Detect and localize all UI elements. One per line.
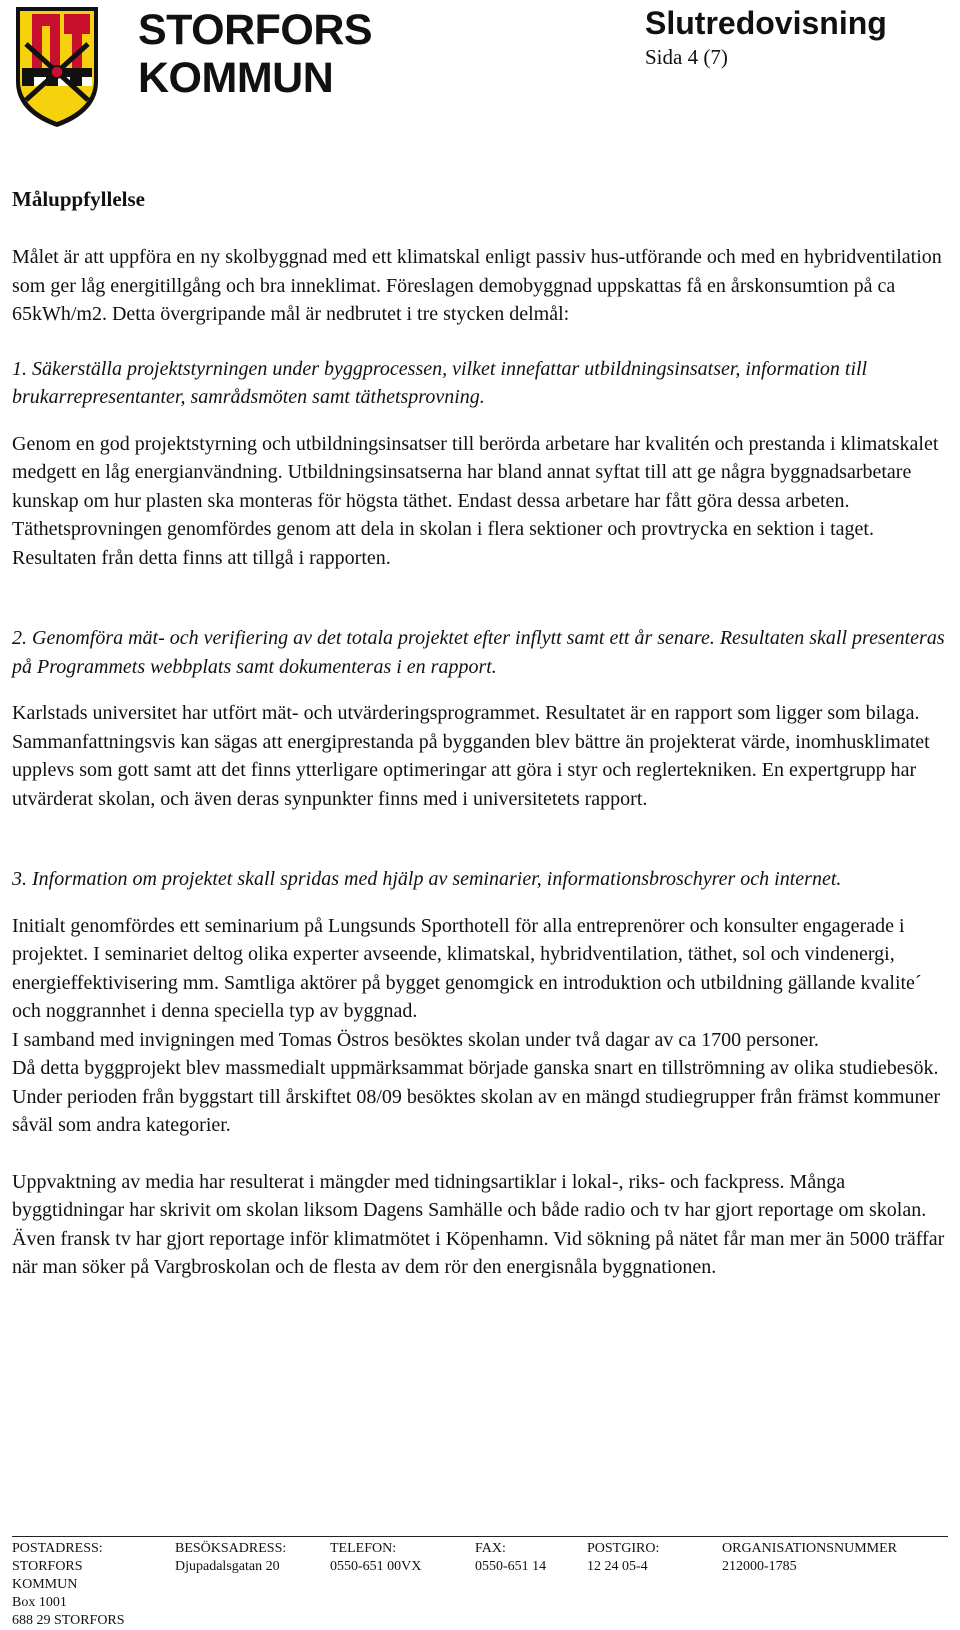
goal-2-paragraph: Karlstads universitet har utfört mät- och utvärderingsprogrammet. Resultatet är en rapport som ligger som bilaga. Sammanfattningsvis kan sägas att energiprestanda på bygganden blev bättre än projekterat värde, inomhusklimatet upplevs som gott samt att det finns ytterligare optimeringar att göra i styr och reglertekniken. En expertgrupp har utvärderat skolan, och även deras synpunkter finns med i universitetets rapport. [12, 702, 930, 810]
goal-1-paragraph: Genom en god projektstyrning och utbildningsinsatser till berörda arbetare har kvalitén och prestanda i klimatskalet medgett en låg energianvändning. Utbildningsinsatserna har bland annat syftat till att ge några byggnadsarbetare kunskap om hur plasten ska monteras för högsta täthet. Endast dessa arbetare har fått göra dessa arbeten. Täthetsprovningen genomfördes genom att dela in skolan i flera sektioner och provtrycka en sektion i taget. Resultaten från detta finns att tillgå i rapporten. [12, 432, 939, 569]
footer-postgiro [587, 1540, 659, 1576]
footer-postgiro-value: 12 24 05-4 [587, 1559, 648, 1574]
org-name-line1: STORFORS [138, 6, 373, 54]
goal-2-heading: 2. Genomföra mät- och verifiering av det totala projektet efter inflytt samt ett år senare. Resultaten skall presenteras på Programmets webbplats samt dokumenteras i en rapport. [12, 627, 945, 678]
goal-3-paragraph-c: Då detta byggprojekt blev massmedialt uppmärksammat började ganska snart en tillströmning av olika studiebesök. Under perioden från byggstart till årskiftet 08/09 besöktes skolan av en mängd studiegrupper från främst kommuner såväl som andra kategorier. [12, 1057, 941, 1136]
media-paragraph: Uppvaktning av media har resulterat i mängder med tidningsartiklar i lokal-, riks- och fackpress. Många byggtidningar har skrivit om skolan liksom Dagens Samhälle och både radio och tv har gjort reportage om skolan. Även fransk tv har gjort reportage inför klimatmötet i Köpenhamn. Vid sökning på nätet får man mer än 5000 träffar när man söker på Vargbroskolan och de flesta av dem rör den energisnåla byggnationen. [12, 1170, 945, 1278]
footer-postadress-line: STORFORS [12, 1559, 83, 1574]
goal-1-heading: 1. Säkerställa projektstyrningen under byggprocessen, vilket innefattar utbildningsinsatser, information till brukarrepresentanter, samrådsmöten samt täthetsprovning. [12, 357, 868, 408]
page-indicator: Sida 4 (7) [645, 45, 728, 69]
goal-3-heading: 3. Information om projektet skall spridas med hjälp av seminarier, informationsbroschyrer och internet. [12, 868, 842, 890]
footer-fax-value: 0550-651 14 [475, 1559, 547, 1574]
goal-3-paragraph-b: I samband med invigningen med Tomas Östros besöktes skolan under två dagar av ca 1700 personer. [12, 1028, 819, 1051]
footer-telefon-label: TELEFON: [330, 1541, 397, 1556]
footer-telefon-value: 0550-651 00VX [330, 1559, 422, 1574]
footer-besoksadress [175, 1540, 286, 1576]
footer-postadress [12, 1540, 125, 1630]
footer-orgnr-label: ORGANISATIONSNUMMER [722, 1541, 898, 1556]
footer-besoksadress-label: BESÖKSADRESS: [175, 1541, 287, 1556]
footer-fax-label: FAX: [475, 1541, 506, 1556]
section-heading: Måluppfyllelse [12, 187, 146, 211]
goal-3-paragraph-a: Initialt genomfördes ett seminarium på Lungsunds Sporthotell för alla entreprenörer och konsulter engagerade i projektet. I seminariet deltog olika experter avseende, klimatskal, hybridventilation, täthet, sol och vindenergi, energieffektivisering mm. Samtliga aktörer på bygget genomgick en introduktion och utbildning gällande kvalite´ och noggrannhet i denna speciella typ av byggnad. [12, 914, 922, 1022]
footer-postadress-line: KOMMUN [12, 1577, 78, 1592]
storfors-coat-of-arms-logo [12, 4, 102, 130]
intro-paragraph: Målet är att uppföra en ny skolbyggnad med ett klimatskal enligt passiv hus-utförande och med en hybridventilation som ger låg energitillgång och bra inneklimat. Föreslagen demobyggnad uppskattas få en årskonsumtion på ca 65kWh/m2. Detta övergripande mål är nedbrutet i tre stycken delmål: [12, 246, 942, 325]
footer-postadress-line: 688 29 STORFORS [12, 1613, 125, 1628]
footer-postgiro-label: POSTGIRO: [587, 1541, 660, 1556]
footer-orgnr-value: 212000-1785 [722, 1559, 797, 1574]
org-name-line2: KOMMUN [138, 54, 334, 102]
document-title: Slutredovisning [645, 5, 887, 41]
footer-besoksadress-value: Djupadalsgatan 20 [175, 1559, 280, 1574]
footer-postadress-label: POSTADRESS: [12, 1541, 103, 1556]
footer-fax [475, 1540, 546, 1576]
footer-divider [12, 1536, 948, 1537]
footer-postadress-line: Box 1001 [12, 1595, 67, 1610]
organization-name [138, 6, 372, 102]
footer-telefon [330, 1540, 421, 1576]
footer-orgnr [722, 1540, 897, 1576]
document-body [12, 185, 946, 1282]
